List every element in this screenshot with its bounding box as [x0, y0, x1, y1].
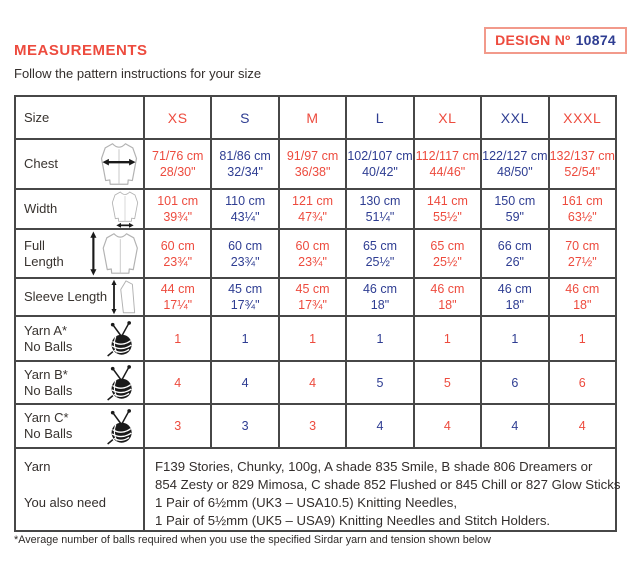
size-header-s: S: [211, 96, 278, 139]
yarn-description-line-2: 854 Zesty or 829 Mimosa, C shade 852 Flushed or 845 Chill or 827 Glow Sticks: [155, 477, 621, 492]
design-number-box: [484, 27, 627, 54]
yarn-ball-icon: [105, 320, 140, 357]
yarn-a-value-l: 1: [346, 316, 413, 361]
chest-value-m: 91/97 cm 36/38": [279, 139, 346, 189]
measure-rows: [15, 96, 616, 448]
yarn-b-label: Yarn B* No Balls: [24, 366, 73, 398]
yarn-b-value-xl: 5: [414, 361, 481, 404]
size-label-cell: [15, 96, 144, 139]
size-header-row: [15, 96, 616, 139]
details-text-cell: [144, 448, 621, 531]
yarn-c-label: Yarn C* No Balls: [24, 410, 73, 441]
yarn-b-value-l: 5: [346, 361, 413, 404]
yarn-b-value-xxl: 6: [481, 361, 548, 404]
size-label: Size: [24, 109, 50, 125]
footnote: *Average number of balls required when you use the specified Sirdar yarn and tension shown below: [14, 534, 491, 546]
yarn-c-value-l: 4: [346, 404, 413, 448]
sleeve-length-value-xs: 44 cm 17¼": [144, 278, 211, 316]
measurements-table: [14, 95, 621, 532]
yarn-details-row: [15, 448, 616, 531]
yarn-b-row: [15, 361, 616, 404]
full-length-value-xl: 65 cm 25½": [414, 229, 481, 278]
yarn-description-line-1: F139 Stories, Chunky, 100g, A shade 835 Smile, B shade 806 Dreamers or: [155, 459, 593, 474]
full-length-row: [15, 229, 616, 278]
yarn-a-value-m: 1: [279, 316, 346, 361]
details-section: [15, 448, 621, 531]
chest-width-icon: [98, 141, 140, 187]
chest-value-s: 81/86 cm 32/34": [211, 139, 278, 189]
yarn-c-value-xxl: 4: [481, 404, 548, 448]
you-also-need-label: You also need: [24, 495, 106, 510]
yarn-c-value-m: 3: [279, 404, 346, 448]
full-length-value-m: 60 cm 23¾": [279, 229, 346, 278]
full-length-label: Full Length: [24, 237, 64, 269]
chest-value-l: 102/107 cm 40/42": [346, 139, 413, 189]
garment-width-icon: [110, 190, 140, 228]
sleeve-length-label: Sleeve Length: [24, 289, 108, 304]
full-length-value-l: 65 cm 25½": [346, 229, 413, 278]
width-value-l: 130 cm 51¼": [346, 189, 413, 229]
design-number-label: DESIGN Nº: [495, 32, 571, 48]
yarn-label: Yarn: [24, 459, 51, 474]
yarn-b-value-s: 4: [211, 361, 278, 404]
sleeve-length-value-xl: 46 cm 18": [414, 278, 481, 316]
full-length-value-xxl: 66 cm 26": [481, 229, 548, 278]
yarn-a-row: [15, 316, 616, 361]
yarn-b-value-xxxl: 6: [549, 361, 616, 404]
size-header-xs: XS: [144, 96, 211, 139]
width-value-xl: 141 cm 55½": [414, 189, 481, 229]
sleeve-length-row: [15, 278, 616, 316]
yarn-c-label-cell: [15, 404, 144, 448]
sleeve-length-icon: [109, 279, 140, 315]
sleeve-length-value-xxxl: 46 cm 18": [549, 278, 616, 316]
yarn-a-value-xxxl: 1: [549, 316, 616, 361]
chest-label-cell: [15, 139, 144, 189]
yarn-c-value-xxxl: 4: [549, 404, 616, 448]
needles-line-2: 1 Pair of 5½mm (UK5 – USA9) Knitting Needles and Stitch Holders.: [155, 513, 551, 528]
size-header-m: M: [279, 96, 346, 139]
sleeve-length-value-s: 45 cm 17¾": [211, 278, 278, 316]
width-value-xxxl: 161 cm 63½": [549, 189, 616, 229]
details-label-cell: [15, 448, 144, 531]
yarn-a-value-xs: 1: [144, 316, 211, 361]
yarn-c-value-xl: 4: [414, 404, 481, 448]
instructions-subtitle: Follow the pattern instructions for your size: [14, 66, 262, 81]
full-length-value-s: 60 cm 23¾": [211, 229, 278, 278]
chest-value-xxxl: 132/137 cm 52/54": [549, 139, 616, 189]
width-value-m: 121 cm 47¾": [279, 189, 346, 229]
full-length-icon: [88, 231, 140, 276]
chest-value-xs: 71/76 cm 28/30": [144, 139, 211, 189]
yarn-a-value-xl: 1: [414, 316, 481, 361]
width-value-s: 110 cm 43¼": [211, 189, 278, 229]
width-label: Width: [24, 201, 58, 216]
chest-label: Chest: [24, 156, 58, 171]
width-label-cell: [15, 189, 144, 229]
yarn-b-value-m: 4: [279, 361, 346, 404]
design-number-value: 10874: [575, 32, 616, 48]
yarn-b-value-xs: 4: [144, 361, 211, 404]
yarn-c-value-xs: 3: [144, 404, 211, 448]
chest-value-xxl: 122/127 cm 48/50": [481, 139, 548, 189]
full-length-value-xxxl: 70 cm 27½": [549, 229, 616, 278]
size-header-l: L: [346, 96, 413, 139]
width-value-xs: 101 cm 39¾": [144, 189, 211, 229]
chest-value-xl: 112/117 cm 44/46": [414, 139, 481, 189]
yarn-a-value-xxl: 1: [481, 316, 548, 361]
sleeve-length-label-cell: [15, 278, 144, 316]
size-header-xxl: XXL: [481, 96, 548, 139]
yarn-b-label-cell: [15, 361, 144, 404]
full-length-label-cell: [15, 229, 144, 278]
sleeve-length-value-xxl: 46 cm 18": [481, 278, 548, 316]
yarn-a-value-s: 1: [211, 316, 278, 361]
chest-row: [15, 139, 616, 189]
yarn-ball-icon: [105, 408, 140, 445]
yarn-a-label-cell: [15, 316, 144, 361]
needles-line-1: 1 Pair of 6½mm (UK3 – USA10.5) Knitting Needles,: [155, 495, 457, 510]
full-length-value-xs: 60 cm 23¾": [144, 229, 211, 278]
size-header-xl: XL: [414, 96, 481, 139]
yarn-a-label: Yarn A* No Balls: [24, 322, 73, 354]
page-title: MEASUREMENTS: [14, 42, 148, 59]
yarn-c-value-s: 3: [211, 404, 278, 448]
yarn-c-row: [15, 404, 616, 448]
sleeve-length-value-l: 46 cm 18": [346, 278, 413, 316]
width-row: [15, 189, 616, 229]
size-header-xxxl: XXXL: [549, 96, 616, 139]
width-value-xxl: 150 cm 59": [481, 189, 548, 229]
yarn-ball-icon: [105, 364, 140, 401]
sleeve-length-value-m: 45 cm 17¾": [279, 278, 346, 316]
